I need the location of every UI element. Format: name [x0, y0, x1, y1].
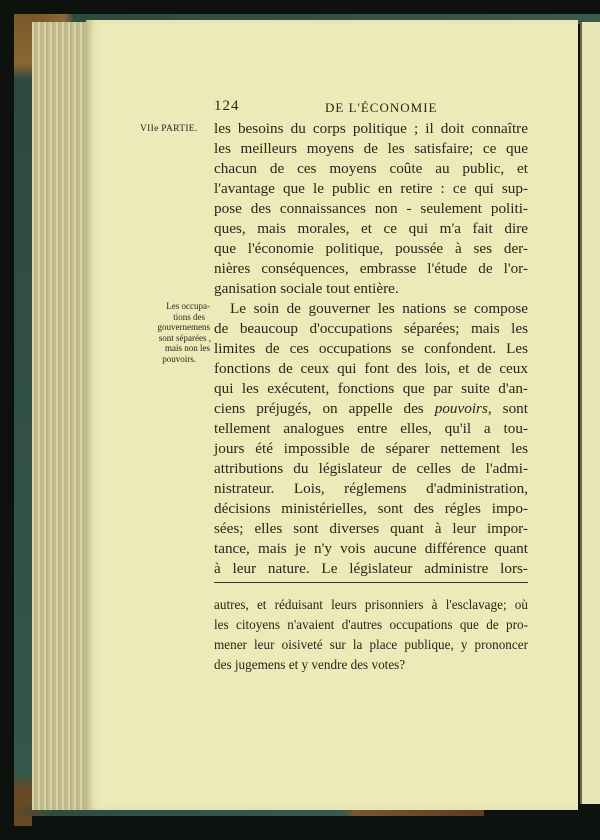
footnote-line: mener leur oisiveté sur la place publique, y prononcer — [214, 637, 528, 652]
body-line-text: , sont — [487, 400, 528, 417]
body-line: à leur nature. Le législateur administre lors- — [214, 560, 528, 577]
body-line: l'avantage que le public en retire : ce qui sup- — [214, 180, 528, 197]
facing-page-edge — [580, 22, 600, 804]
margin-note-line: tions des — [173, 311, 205, 322]
footnote-line: autres, et réduisant leurs prisonniers à l'esclavage; où — [214, 597, 528, 612]
body-line — [214, 400, 528, 418]
body-line: les meilleurs moyens de les satisfaire; ce que — [214, 140, 528, 157]
running-title: DE L'ÉCONOMIE — [325, 100, 438, 115]
body-line: ques, mais morales, et ce qui m'a fait dire — [214, 220, 528, 237]
body-line: attributions du législateur de celles de l'admi- — [214, 460, 528, 477]
margin-note-line: mais non les — [165, 343, 210, 353]
body-line-text: ciens préjugés, on appelle des — [214, 400, 424, 417]
footnote-line: les citoyens n'avaient d'autres occupations que de pro- — [214, 617, 528, 632]
body-line: sées; elles sont diverses quant à leur impor- — [214, 520, 528, 537]
book-cover-left — [14, 14, 32, 826]
body-line: tance, mais je n'y vois aucune différence quant — [214, 540, 528, 557]
body-line: ganisation sociale tout entière. — [214, 280, 399, 297]
body-line: qui les exécutent, fonctions que par suite d'an- — [214, 380, 528, 397]
body-line: nières conséquences, embrasse l'étude de l'or- — [214, 260, 528, 277]
body-line: que l'économie politique, poussée à ses der- — [214, 240, 528, 257]
margin-note-line: gouvernemens — [157, 322, 210, 332]
page-number: 124 — [214, 98, 240, 114]
margin-note-line: sont séparées , — [158, 332, 211, 343]
part-label: VIIe PARTIE. — [140, 124, 198, 134]
body-line: chacun de ces moyens coûte au public, et — [214, 160, 528, 177]
body-line: les besoins du corps politique ; il doit connaître — [214, 120, 528, 137]
page-edges — [32, 22, 86, 810]
body-line: jours été impossible de séparer nettement les — [214, 440, 528, 457]
margin-note-line: Les occupa- — [166, 301, 210, 311]
italic-word: pouvoirs — [434, 400, 488, 417]
body-line: Le soin de gouverner les nations se compose — [230, 300, 528, 317]
body-line: décisions ministérielles, sont des régles impo- — [214, 500, 528, 517]
body-line: tellement analogues entre elles, qu'il a tou- — [214, 420, 528, 437]
body-line: fonctions de ceux qui font des lois, et de ceux — [214, 360, 528, 377]
margin-note-line: pouvoirs. — [162, 353, 196, 364]
body-line: pose des connaissances non - seulement politi- — [214, 200, 528, 217]
body-line: de beaucoup d'occupations séparées; mais les — [214, 320, 528, 337]
body-line: limites de ces occupations se confondent. Les — [214, 340, 528, 357]
body-line: nistrateur. Lois, réglemens d'administration, — [214, 480, 528, 497]
footnote-line: des jugemens et y vendre des votes? — [214, 657, 406, 672]
footnote-rule — [214, 582, 528, 583]
